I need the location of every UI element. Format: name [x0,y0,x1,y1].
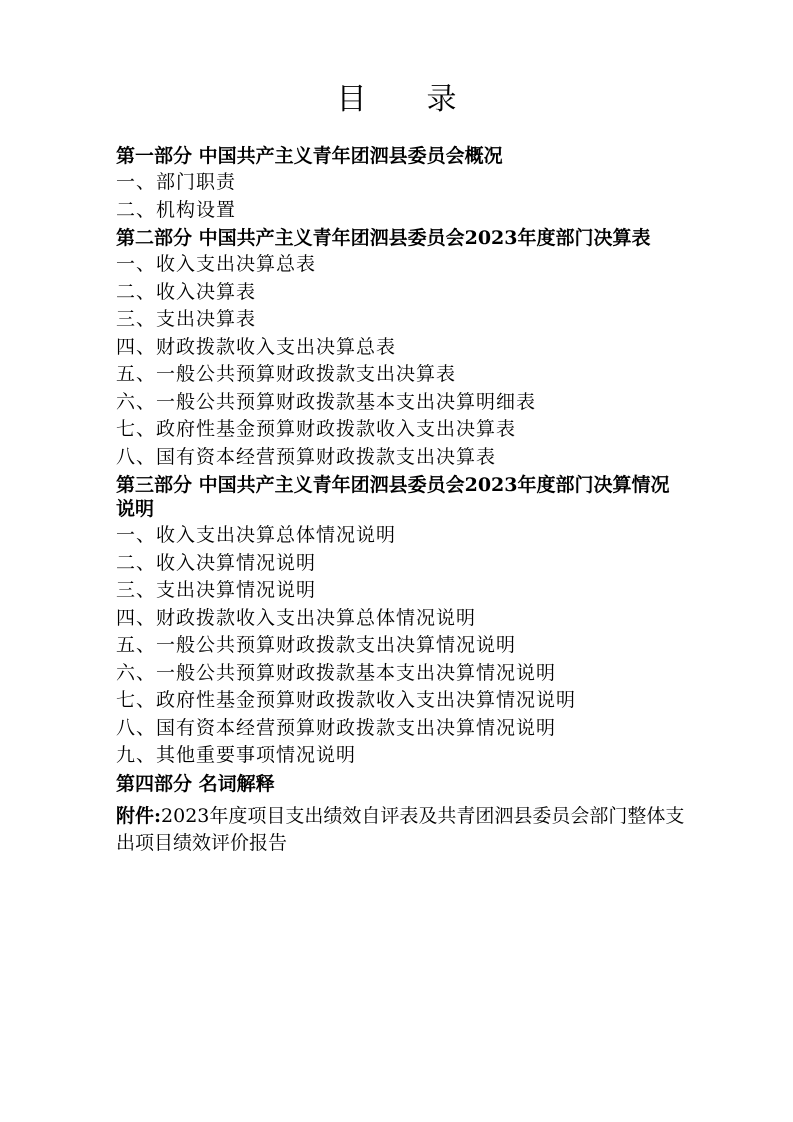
table-of-contents [116,142,686,857]
toc-item-table-5[interactable]: 五、一般公共预算财政拨款支出决算表 [116,363,457,385]
toc-part-1-heading[interactable]: 第一部分 中国共产主义青年团泗县委员会概况 [116,145,503,167]
toc-item-org-setup[interactable]: 二、机构设置 [116,198,237,221]
toc-attachment[interactable] [116,803,686,857]
toc-item-explanation-4[interactable]: 四、财政拨款收入支出决算总体情况说明 [116,606,477,629]
toc-item-dept-duties[interactable]: 一、部门职责 [116,171,237,193]
toc-item-table-6[interactable]: 六、一般公共预算财政拨款基本支出决算明细表 [116,390,537,413]
toc-item-explanation-5[interactable]: 五、一般公共预算财政拨款支出决算情况说明 [116,634,517,656]
toc-item-table-2[interactable]: 二、收入决算表 [116,280,257,303]
toc-part-3-heading[interactable]: 第三部分 中国共产主义青年团泗县委员会2023年度部门决算情况说明 [116,474,670,520]
toc-item-table-7[interactable]: 七、政府性基金预算财政拨款收入支出决算表 [116,418,517,440]
title-char-2: 录 [426,82,457,117]
toc-part-2-heading[interactable]: 第二部分 中国共产主义青年团泗县委员会2023年度部门决算表 [116,227,651,249]
toc-item-explanation-2[interactable]: 二、收入决算情况说明 [116,551,317,574]
toc-item-table-1[interactable]: 一、收入支出决算总表 [116,253,317,275]
toc-item-explanation-3[interactable]: 三、支出决算情况说明 [116,579,317,601]
attachment-text: 2023年度项目支出绩效自评表及共青团泗县委员会部门整体支出项目绩效评价报告 [116,804,685,854]
toc-item-explanation-6[interactable]: 六、一般公共预算财政拨款基本支出决算情况说明 [116,661,557,684]
title-char-1: 目 [336,82,367,117]
toc-item-table-3[interactable]: 三、支出决算表 [116,308,257,330]
toc-item-table-4[interactable]: 四、财政拨款收入支出决算总表 [116,335,397,358]
toc-item-explanation-7[interactable]: 七、政府性基金预算财政拨款收入支出决算情况说明 [116,689,577,711]
page-title [0,80,793,120]
toc-part-4-heading[interactable]: 第四部分 名词解释 [116,772,275,795]
toc-item-explanation-1[interactable]: 一、收入支出决算总体情况说明 [116,524,397,546]
toc-item-explanation-8[interactable]: 八、国有资本经营预算财政拨款支出决算情况说明 [116,716,557,739]
toc-item-table-8[interactable]: 八、国有资本经营预算财政拨款支出决算表 [116,445,497,468]
attachment-label: 附件: [116,804,162,827]
toc-item-explanation-9[interactable]: 九、其他重要事项情况说明 [116,744,357,766]
